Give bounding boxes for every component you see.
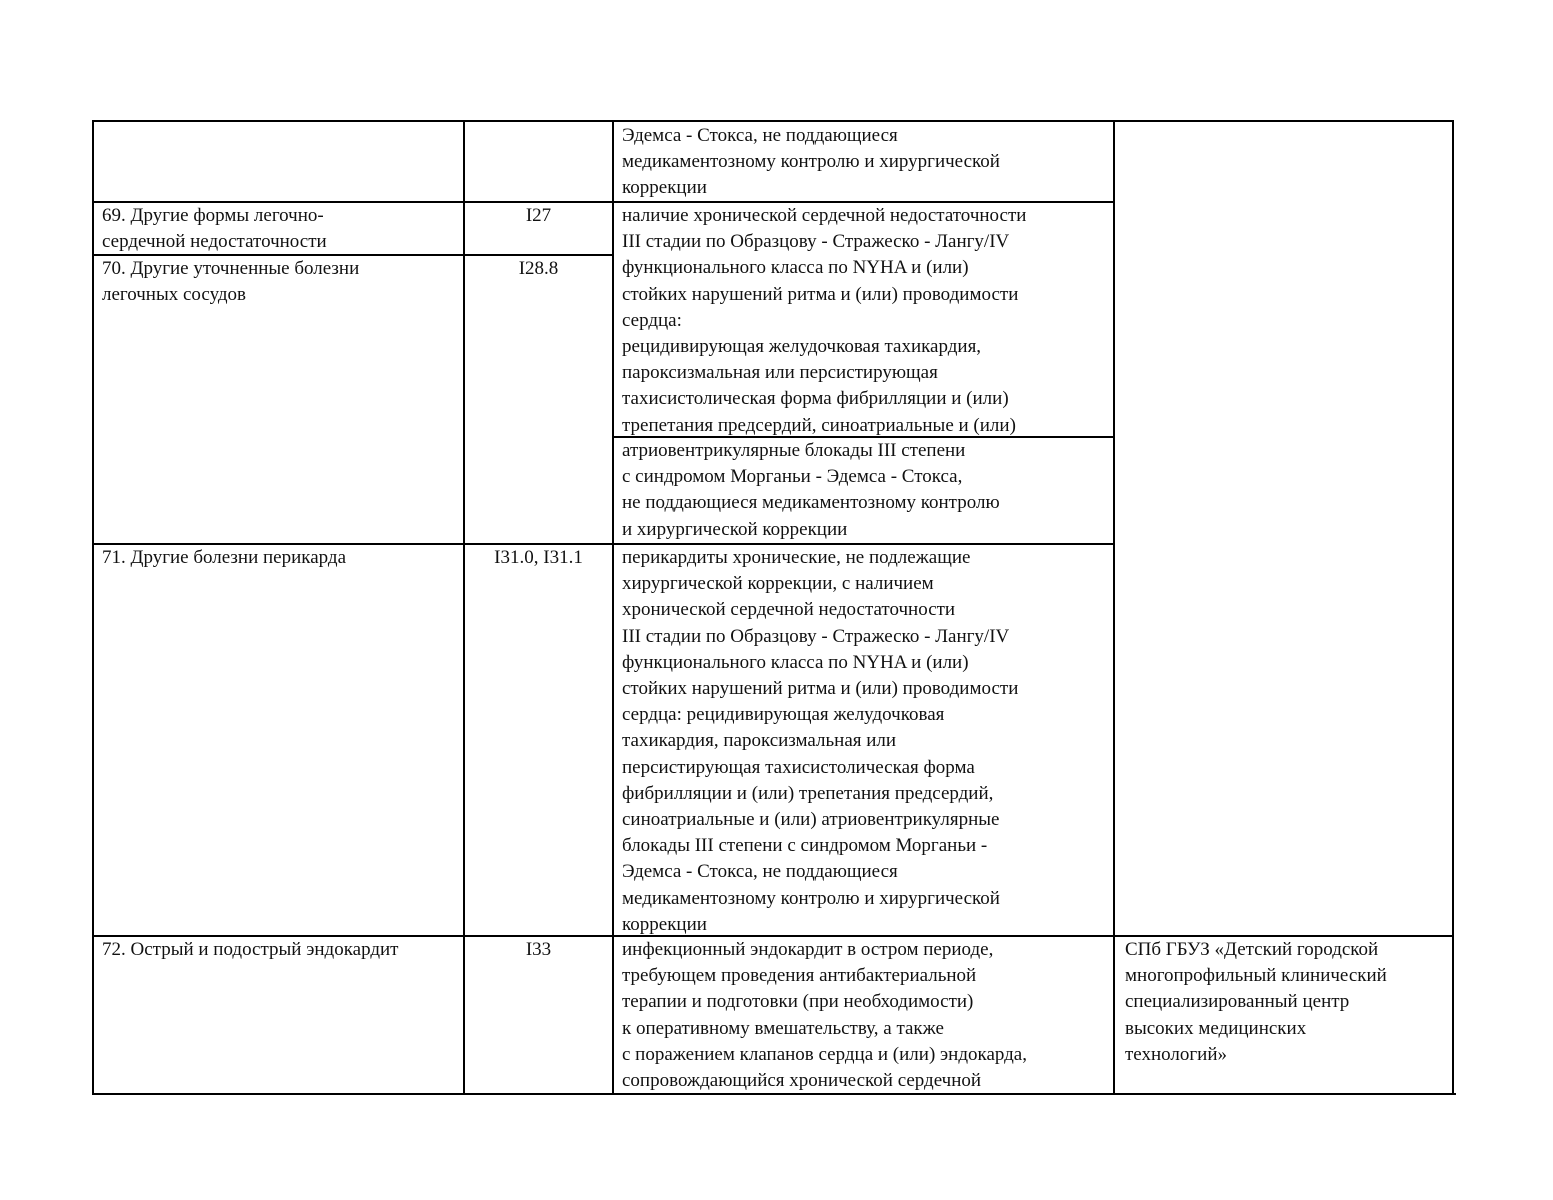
icd-code-cell: I33 <box>525 939 552 960</box>
criteria-cell: Эдемса - Стокса, не поддающиеся медикаментозному контролю и хирургической коррекции <box>622 125 1000 199</box>
criteria-cell: атриовентрикулярные блокады III степени с синдромом Морганьи - Эдемса - Стокса, не поддающиеся медикаментозному контролю и хирургической коррекции <box>622 440 1000 540</box>
icd-code-cell: I31.0, I31.1 <box>494 547 583 568</box>
icd-code-cell: I27 <box>525 205 552 226</box>
disease-name-cell: 71. Другие болезни перикарда <box>102 547 347 568</box>
institution-cell: СПб ГБУЗ «Детский городской многопрофильный клинический специализированный центр высоких медицинских технологий» <box>1125 939 1387 1065</box>
disease-name-cell: 70. Другие уточненные болезни легочных сосудов <box>102 258 360 306</box>
disease-name-cell: 69. Другие формы легочно- сердечной недостаточности <box>102 205 327 253</box>
icd-code-cell: I28.8 <box>518 258 559 279</box>
criteria-cell: перикардиты хронические, не подлежащие хирургической коррекции, с наличием хронической сердечной недостаточности III стадии по Образцову - Стражеско - Лангу/IV функционального класса по NYHA и (или) стойких нарушений ритма и (или) проводимости сердца: рецидивирующая желудочковая тахикардия, пароксизмальная или персистирующая тахисистолическая форма фибрилляции и (или) трепетания предсердий, синоатриальные и (или) атриовентрикулярные блокады III степени с синдромом Морганьи - Эдемса - Стокса, не поддающиеся медикаментозному контролю и хирургической коррекции <box>622 547 1019 935</box>
criteria-cell: инфекционный эндокардит в остром периоде, требующем проведения антибактериальной терапии и подготовки (при необходимости) к оперативному вмешательству, а также с поражением клапанов сердца и (или) эндокарда, сопровождающийся хронической сердечной <box>622 939 1027 1092</box>
disease-name-cell: 72. Острый и подострый эндокардит <box>102 939 399 960</box>
criteria-cell: наличие хронической сердечной недостаточности III стадии по Образцову - Стражеско - Лангу/IV функционального класса по NYHA и (или) стойких нарушений ритма и (или) проводимости сердца: рецидивирующая желудочковая тахикардия, пароксизмальная или персистирующая тахисистолическая форма фибрилляции и (или) трепетания предсердий, синоатриальные и (или) <box>622 205 1027 436</box>
table-border-top <box>92 120 1454 122</box>
table-border-right <box>1452 120 1454 1095</box>
